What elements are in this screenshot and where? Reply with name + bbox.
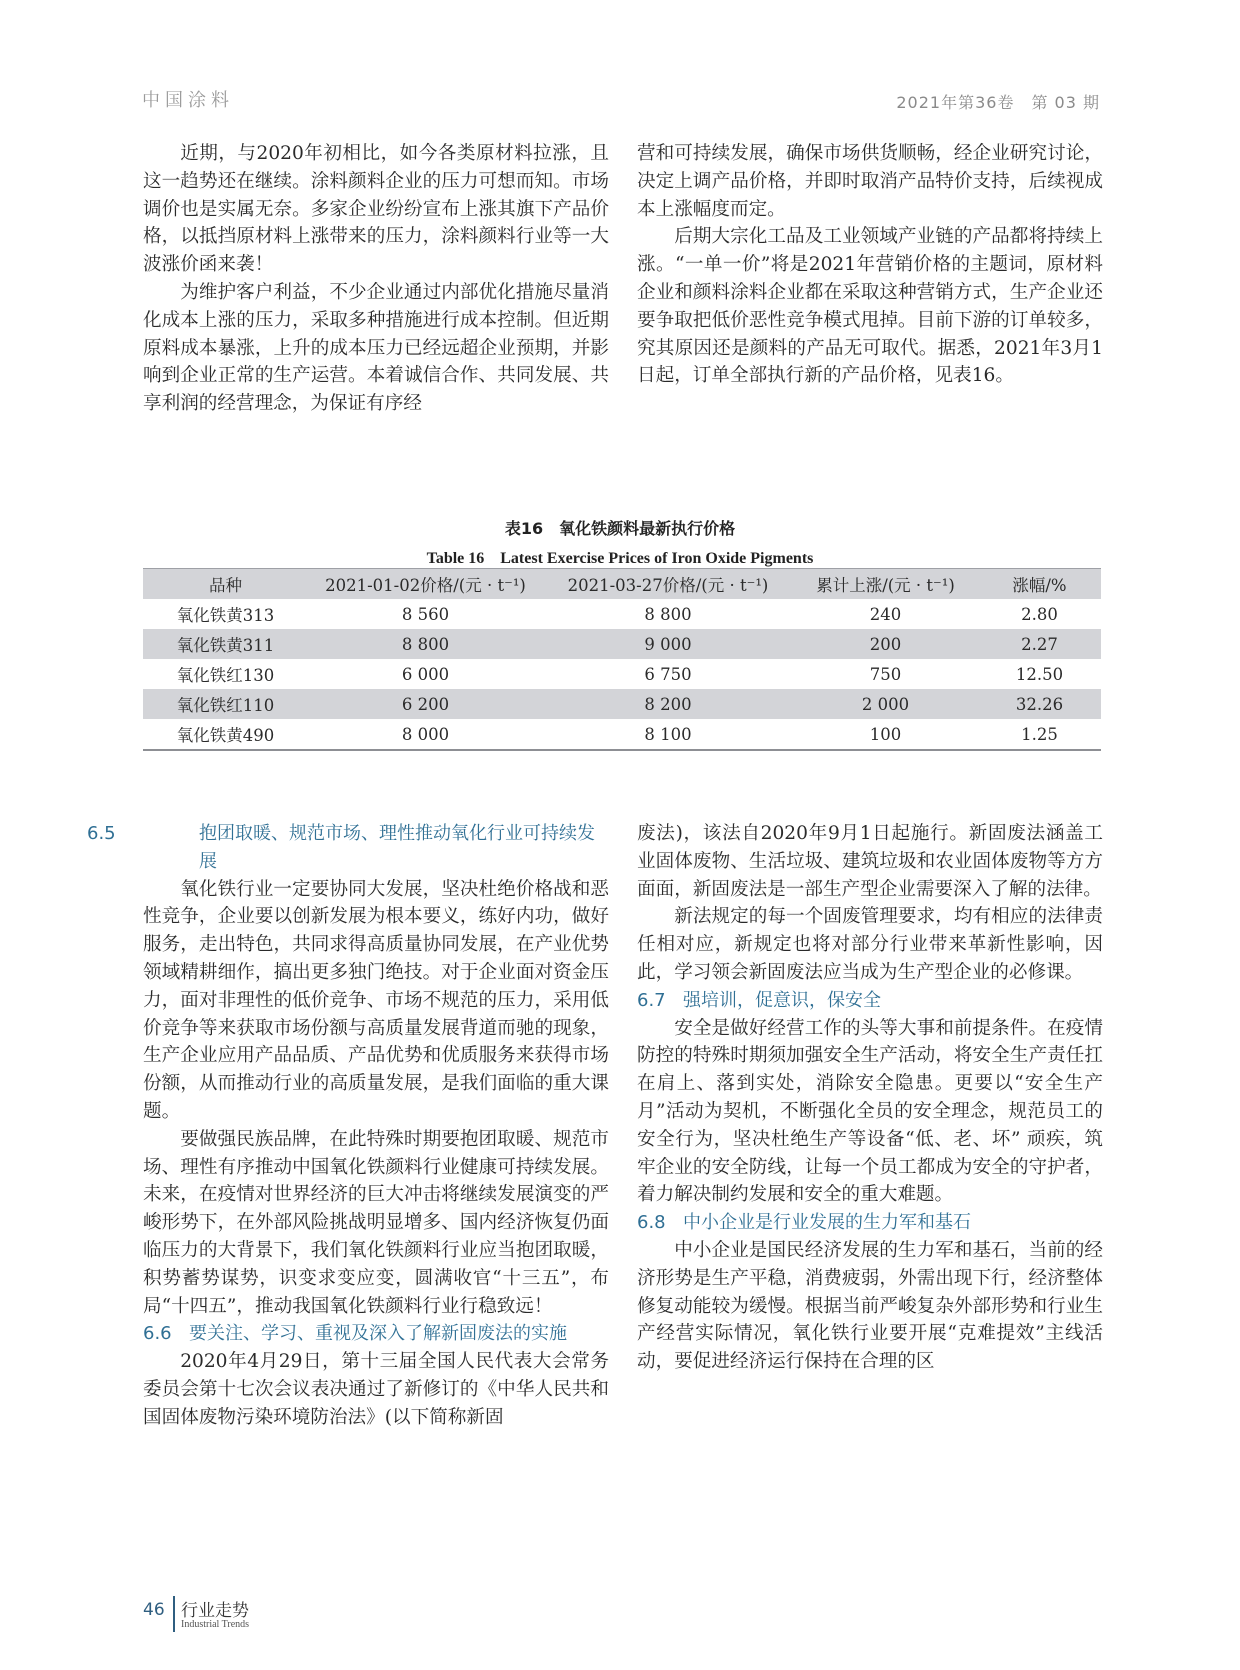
price-table	[143, 568, 1101, 751]
paragraph: 后期大宗化工品及工业领域产业链的产品都将持续上涨。“一单一价”将是2021年营销价格的主题词，原材料企业和颜料涂料企业都在采取这种营销方式，生产企业还要争取把低价恶性竞争模式甩掉。目前下游的订单较多，究其原因还是颜料的产品无可取代。据悉，2021年3月1日起，订单全部执行新的产品价格，见表16。	[637, 226, 1103, 387]
section-number: 6.5	[87, 823, 116, 844]
table-cell: 2.80	[1021, 604, 1058, 624]
section-heading-6-7	[637, 987, 1103, 1015]
table-cell: 6 750	[644, 664, 692, 684]
table-cell: 100	[793, 719, 978, 750]
table-cell: 240	[869, 604, 902, 624]
page-number: 46	[143, 1600, 165, 1620]
column-header: 品种	[143, 569, 308, 600]
table-cell: 2 000	[793, 689, 978, 719]
section-heading-6-6	[143, 1320, 609, 1348]
section-title: 中小企业是行业发展的生力军和基石	[683, 1212, 971, 1234]
paragraph: 要做强民族品牌，在此特殊时期要抱团取暖、规范市场、理性有序推动中国氧化铁颜料行业健康可持续发展。未来，在疫情对世界经济的巨大冲击将继续发展演变的严峻形势下，在外部风险挑战明显增多、国内经济恢复仍面临压力的大背景下，我们氧化铁颜料行业应当抱团取暖，积势蓄势谋势，识变求变应变，圆满收官“十三五”，布局“十四五”，推动我国氧化铁颜料行业行稳致远！	[143, 1128, 609, 1317]
table-caption-cn: 表16 氧化铁颜料最新执行价格	[504, 519, 736, 538]
section-heading-6-8	[637, 1209, 1103, 1237]
footer-divider	[173, 1596, 175, 1632]
paragraph: 中小企业是国民经济发展的生力军和基石，当前的经济形势是生产平稳，消费疲弱，外需出现下行，经济整体修复动能较为缓慢。根据当前严峻复杂外部形势和行业生产经营实际情况，氧化铁行业要开展“克难提效”主线活动，要促进经济运行保持在合理的区	[637, 1239, 1103, 1373]
table-cell: 8 100	[543, 719, 793, 750]
table-row	[143, 659, 1101, 689]
section-name-cn: 行业走势	[181, 1601, 249, 1621]
table-cell: 12.50	[1015, 664, 1064, 684]
table-cell: 200	[793, 629, 978, 659]
table-cell: 8 000	[308, 719, 543, 750]
section-number: 6.6	[143, 1323, 172, 1345]
top-right-column	[637, 140, 1103, 390]
paragraph: 为维护客户利益，不少企业通过内部优化措施尽量消化成本上涨的压力，采取多种措施进行成本控制。但近期原料成本暴涨，上升的成本压力已经远超企业预期，并影响到企业正常的生产运营。本着诚信合作、共同发展、共享利润的经营理念，为保证有序经	[143, 281, 609, 415]
paragraph: 新法规定的每一个固废管理要求，均有相应的法律责任相对应，新规定也将对部分行业带来革新性影响，因此，学习领会新固废法应当成为生产型企业的必修课。	[637, 906, 1103, 983]
table-cell: 750	[869, 664, 902, 684]
table-cell: 氧化铁黄311	[143, 629, 308, 659]
column-header: 累计上涨/(元 · t⁻¹)	[793, 569, 978, 600]
table-row	[143, 629, 1101, 659]
issue-info: 2021年第36卷 第 03 期	[896, 93, 1100, 112]
section-title: 强培训，促意识，保安全	[683, 989, 881, 1011]
table-cell: 1.25	[978, 719, 1101, 750]
table-cell: 8 800	[308, 629, 543, 659]
column-header: 2021-03-27价格/(元 · t⁻¹)	[543, 569, 793, 600]
section-heading-6-5	[87, 820, 609, 876]
table-row	[143, 719, 1101, 750]
table-cell: 2.27	[978, 629, 1101, 659]
table-header-row	[143, 569, 1101, 600]
paragraph-continued: 营和可持续发展，确保市场供货顺畅，经企业研究讨论，决定上调产品价格，并即时取消产品特价支持，后续视成本上涨幅度而定。	[637, 143, 1103, 220]
column-header: 2021-01-02价格/(元 · t⁻¹)	[308, 569, 543, 600]
table-cell: 6 200	[308, 689, 543, 719]
section-title: 要关注、学习、重视及深入了解新固废法的实施	[189, 1323, 567, 1345]
table-cell: 氧化铁红130	[176, 666, 275, 685]
paragraph-continued: 废法)，该法自2020年9月1日起施行。新固废法涵盖工业固体废物、生活垃圾、建筑垃圾和农业固体废物等方方面面，新固废法是一部生产型企业需要深入了解的法律。	[637, 823, 1103, 900]
table-cell: 32.26	[978, 689, 1101, 719]
top-left-column	[143, 140, 609, 418]
journal-name: 中国涂料	[142, 90, 234, 111]
paragraph: 2020年4月29日，第十三届全国人民代表大会常务委员会第十七次会议表决通过了新修订的《中华人民共和国固体废物污染环境防治法》(以下简称新固	[143, 1351, 609, 1428]
section-number: 6.8	[637, 1212, 666, 1234]
paragraph: 安全是做好经营工作的头等大事和前提条件。在疫情防控的特殊时期须加强安全生产活动，将安全生产责任扛在肩上、落到实处，消除安全隐患。更要以“安全生产月”活动为契机，不断强化全员的安全理念，规范员工的安全行为，坚决杜绝生产等设备“低、老、坏” 顽疾，筑牢企业的安全防线，让每一个员工都成为安全的守护者，着力解决制约发展和安全的重大难题。	[637, 1017, 1103, 1206]
table-cell: 氧化铁黄490	[143, 719, 308, 750]
table-row	[143, 689, 1101, 719]
table-row	[143, 599, 1101, 629]
paragraph: 氧化铁行业一定要协同大发展，坚决杜绝价格战和恶性竞争，企业要以创新发展为根本要义，练好内功，做好服务，走出特色，共同求得高质量协同发展，在产业优势领域精耕细作，搞出更多独门绝技。对于企业面对资金压力，面对非理性的低价竞争、市场不规范的压力，采用低价竞争等来获取市场份额与高质量发展背道而驰的现象，生产企业应用产品品质、产品优势和优质服务来获得市场份额，从而推动行业的高质量发展，是我们面临的重大课题。	[143, 878, 609, 1122]
table-cell: 9 000	[543, 629, 793, 659]
section-title: 抱团取暖、规范市场、理性推动氧化行业可持续发展	[199, 823, 595, 872]
table-cell: 8 800	[644, 604, 692, 624]
section-number: 6.7	[637, 989, 666, 1011]
column-header: 涨幅/%	[978, 569, 1101, 600]
section-name-en: Industrial Trends	[181, 1619, 250, 1630]
table-cell: 8 560	[401, 604, 450, 624]
bottom-right-column	[637, 820, 1103, 1376]
table-caption-en: Table 16 Latest Exercise Prices of Iron Oxide Pigments	[426, 550, 814, 567]
paragraph: 近期，与2020年初相比，如今各类原材料拉涨，且这一趋势还在继续。涂料颜料企业的压力可想而知。市场调价也是实属无奈。多家企业纷纷宣布上涨其旗下产品价格，以抵挡原材料上涨带来的压力，涂料颜料行业等一大波涨价函来袭！	[143, 143, 609, 276]
table-cell: 6 000	[401, 664, 450, 684]
bottom-left-column	[87, 820, 609, 1432]
table-cell: 氧化铁黄313	[176, 606, 275, 625]
table-cell: 8 200	[543, 689, 793, 719]
table-cell: 氧化铁红110	[143, 689, 308, 719]
